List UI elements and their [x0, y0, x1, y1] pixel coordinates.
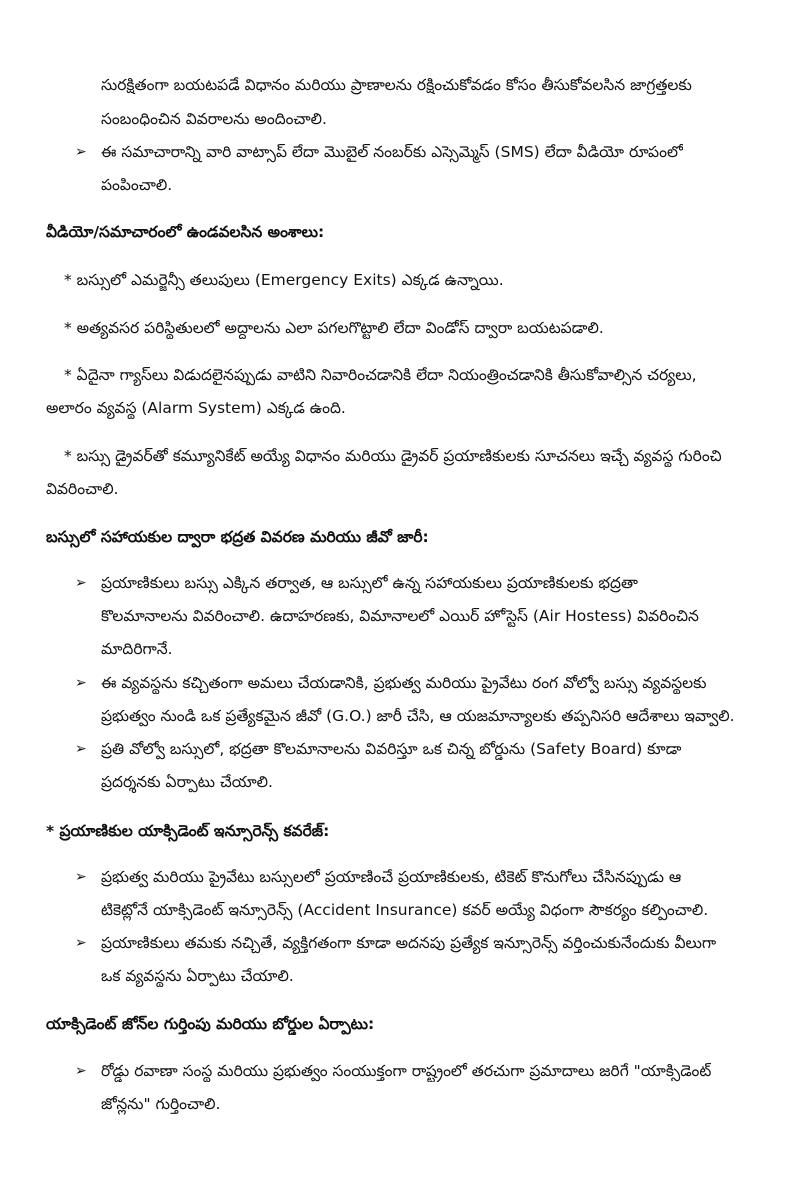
section-heading-accident-zones: యాక్సిడెంట్ జోన్‌ల గుర్తింపు మరియు బోర్డుల ఏర్పాటు: [46, 1015, 375, 1033]
bullet-arrow-icon: ➢ [75, 1063, 87, 1079]
bullet-arrow-icon: ➢ [75, 675, 87, 691]
bullet-arrow-icon: ➢ [75, 575, 87, 591]
section3-bullet-1-line-2: టికెట్లోనే యాక్సిడెంట్ ఇన్సూరెన్స్ (Accident Insurance) కవర్ అయ్యే విధంగా సౌకర్యం కల్పించాలి. [101, 901, 709, 919]
intro-line-1: సురక్షితంగా బయటపడే విధానం మరియు ప్రాణాలను రక్షించుకోవడం కోసం తీసుకోవలసిన జాగ్రత్తలకు [101, 76, 692, 94]
bullet-arrow-icon: ➢ [75, 869, 87, 885]
section-heading-video-content: వీడియో/సమాచారంలో ఉండవలసిన అంశాలు: [46, 223, 325, 241]
intro-bullet-line-2: పంపించాలి. [101, 176, 173, 194]
section-heading-safety-explanation: బస్సులో సహాయకుల ద్వారా భద్రత వివరణ మరియు జీవో జారీ: [46, 528, 429, 546]
section2-bullet-1-line-3: మాదిరిగానే. [101, 640, 173, 658]
section2-bullet-2-line-1: ఈ వ్యవస్థను కచ్చితంగా అమలు చేయడానికి, ప్రభుత్వ మరియు ప్రైవేటు రంగ వోల్వో బస్సు వ్యవస్థలకు [101, 674, 707, 692]
section3-bullet-2-line-1: ప్రయాణికులు తమకు నచ్చితే, వ్యక్తిగతంగా కూడా అదనపు ప్రత్యేక ఇన్సూరెన్స్ వర్తించుకునేందుకు వీలుగా [101, 934, 717, 952]
section2-bullet-1-line-1: ప్రయాణికులు బస్సు ఎక్కిన తర్వాత, ఆ బస్సులో ఉన్న సహాయకులు ప్రయాణికులకు భద్రతా [101, 574, 638, 592]
section4-bullet-1-line-1: రోడ్డు రవాణా సంస్థ మరియు ప్రభుత్వం సంయుక్తంగా రాష్ట్రంలో తరచుగా ప్రమాదాలు జరిగే "యాక్సిడెంట్ [101, 1062, 712, 1080]
section4-bullet-1-line-2: జోన్లను" గుర్తించాలి. [101, 1095, 221, 1113]
section2-bullet-2-line-2: ప్రభుత్వం నుండి ఒక ప్రత్యేకమైన జీవో (G.O.) జారీ చేసి, ఆ యజమాన్యాలకు తప్పనిసరి ఆదేశాలు ఇవ్వాలి. [101, 707, 735, 725]
intro-bullet-line-1: ఈ సమాచారాన్ని వారి వాట్సాప్ లేదా మొబైల్ నంబర్‌కు ఎస్సెమ్మెస్ (SMS) లేదా వీడియో రూపంలో [101, 143, 683, 161]
section3-bullet-1-line-1: ప్రభుత్వ మరియు ప్రైవేటు బస్సులలో ప్రయాణించే ప్రయాణికులకు, టికెట్ కొనుగోలు చేసినప్పుడు ఆ [101, 868, 682, 886]
section3-bullet-2-line-2: ఒక వ్యవస్థను ఏర్పాటు చేయాలి. [101, 967, 294, 985]
section1-item-1: * బస్సులో ఎమర్జెన్సీ తలుపులు (Emergency Exits) ఎక్కడ ఉన్నాయి. [64, 271, 504, 289]
bullet-arrow-icon: ➢ [75, 935, 87, 951]
bullet-arrow-icon: ➢ [75, 741, 87, 757]
section-heading-accident-insurance: * ప్రయాణికుల యాక్సిడెంట్ ఇన్సూరెన్స్ కవరేజ్: [46, 822, 330, 840]
section1-item-2: * అత్యవసర పరిస్థితులలో అద్దాలను ఎలా పగలగొట్టాలి లేదా విండోస్ ద్వారా బయటపడాలి. [64, 319, 604, 337]
section2-bullet-3-line-1: ప్రతి వోల్వో బస్సులో, భద్రతా కొలమానాలను వివరిస్తూ ఒక చిన్న బోర్డును (Safety Board) కూడా [101, 740, 682, 758]
section1-item-3-line-1: * ఏదైనా గ్యాస్‌లు విడుదలైనప్పుడు వాటిని నివారించడానికి లేదా నియంత్రించడానికి తీసుకోవాల్సిన చర్యలు, [64, 366, 697, 384]
section1-item-4-line-2: వివరించాలి. [46, 480, 119, 498]
section1-item-3-line-2: అలారం వ్యవస్థ (Alarm System) ఎక్కడ ఉంది. [46, 399, 346, 417]
section2-bullet-3-line-2: ప్రదర్శనకు ఏర్పాటు చేయాలి. [101, 773, 273, 791]
bullet-arrow-icon: ➢ [75, 144, 87, 160]
intro-line-2: సంబంధించిన వివరాలను అందించాలి. [101, 110, 327, 128]
section1-item-4-line-1: * బస్సు డ్రైవర్‌తో కమ్యూనికేట్ అయ్యే విధానం మరియు డ్రైవర్ ప్రయాణికులకు సూచనలు ఇచ్చే వ్యవస్థ గురించి [64, 447, 722, 465]
section2-bullet-1-line-2: కొలమానాలను వివరించాలి. ఉదాహరణకు, విమానాలలో ఎయిర్ హోస్టెస్ (Air Hostess) వివరించిన [101, 607, 699, 625]
